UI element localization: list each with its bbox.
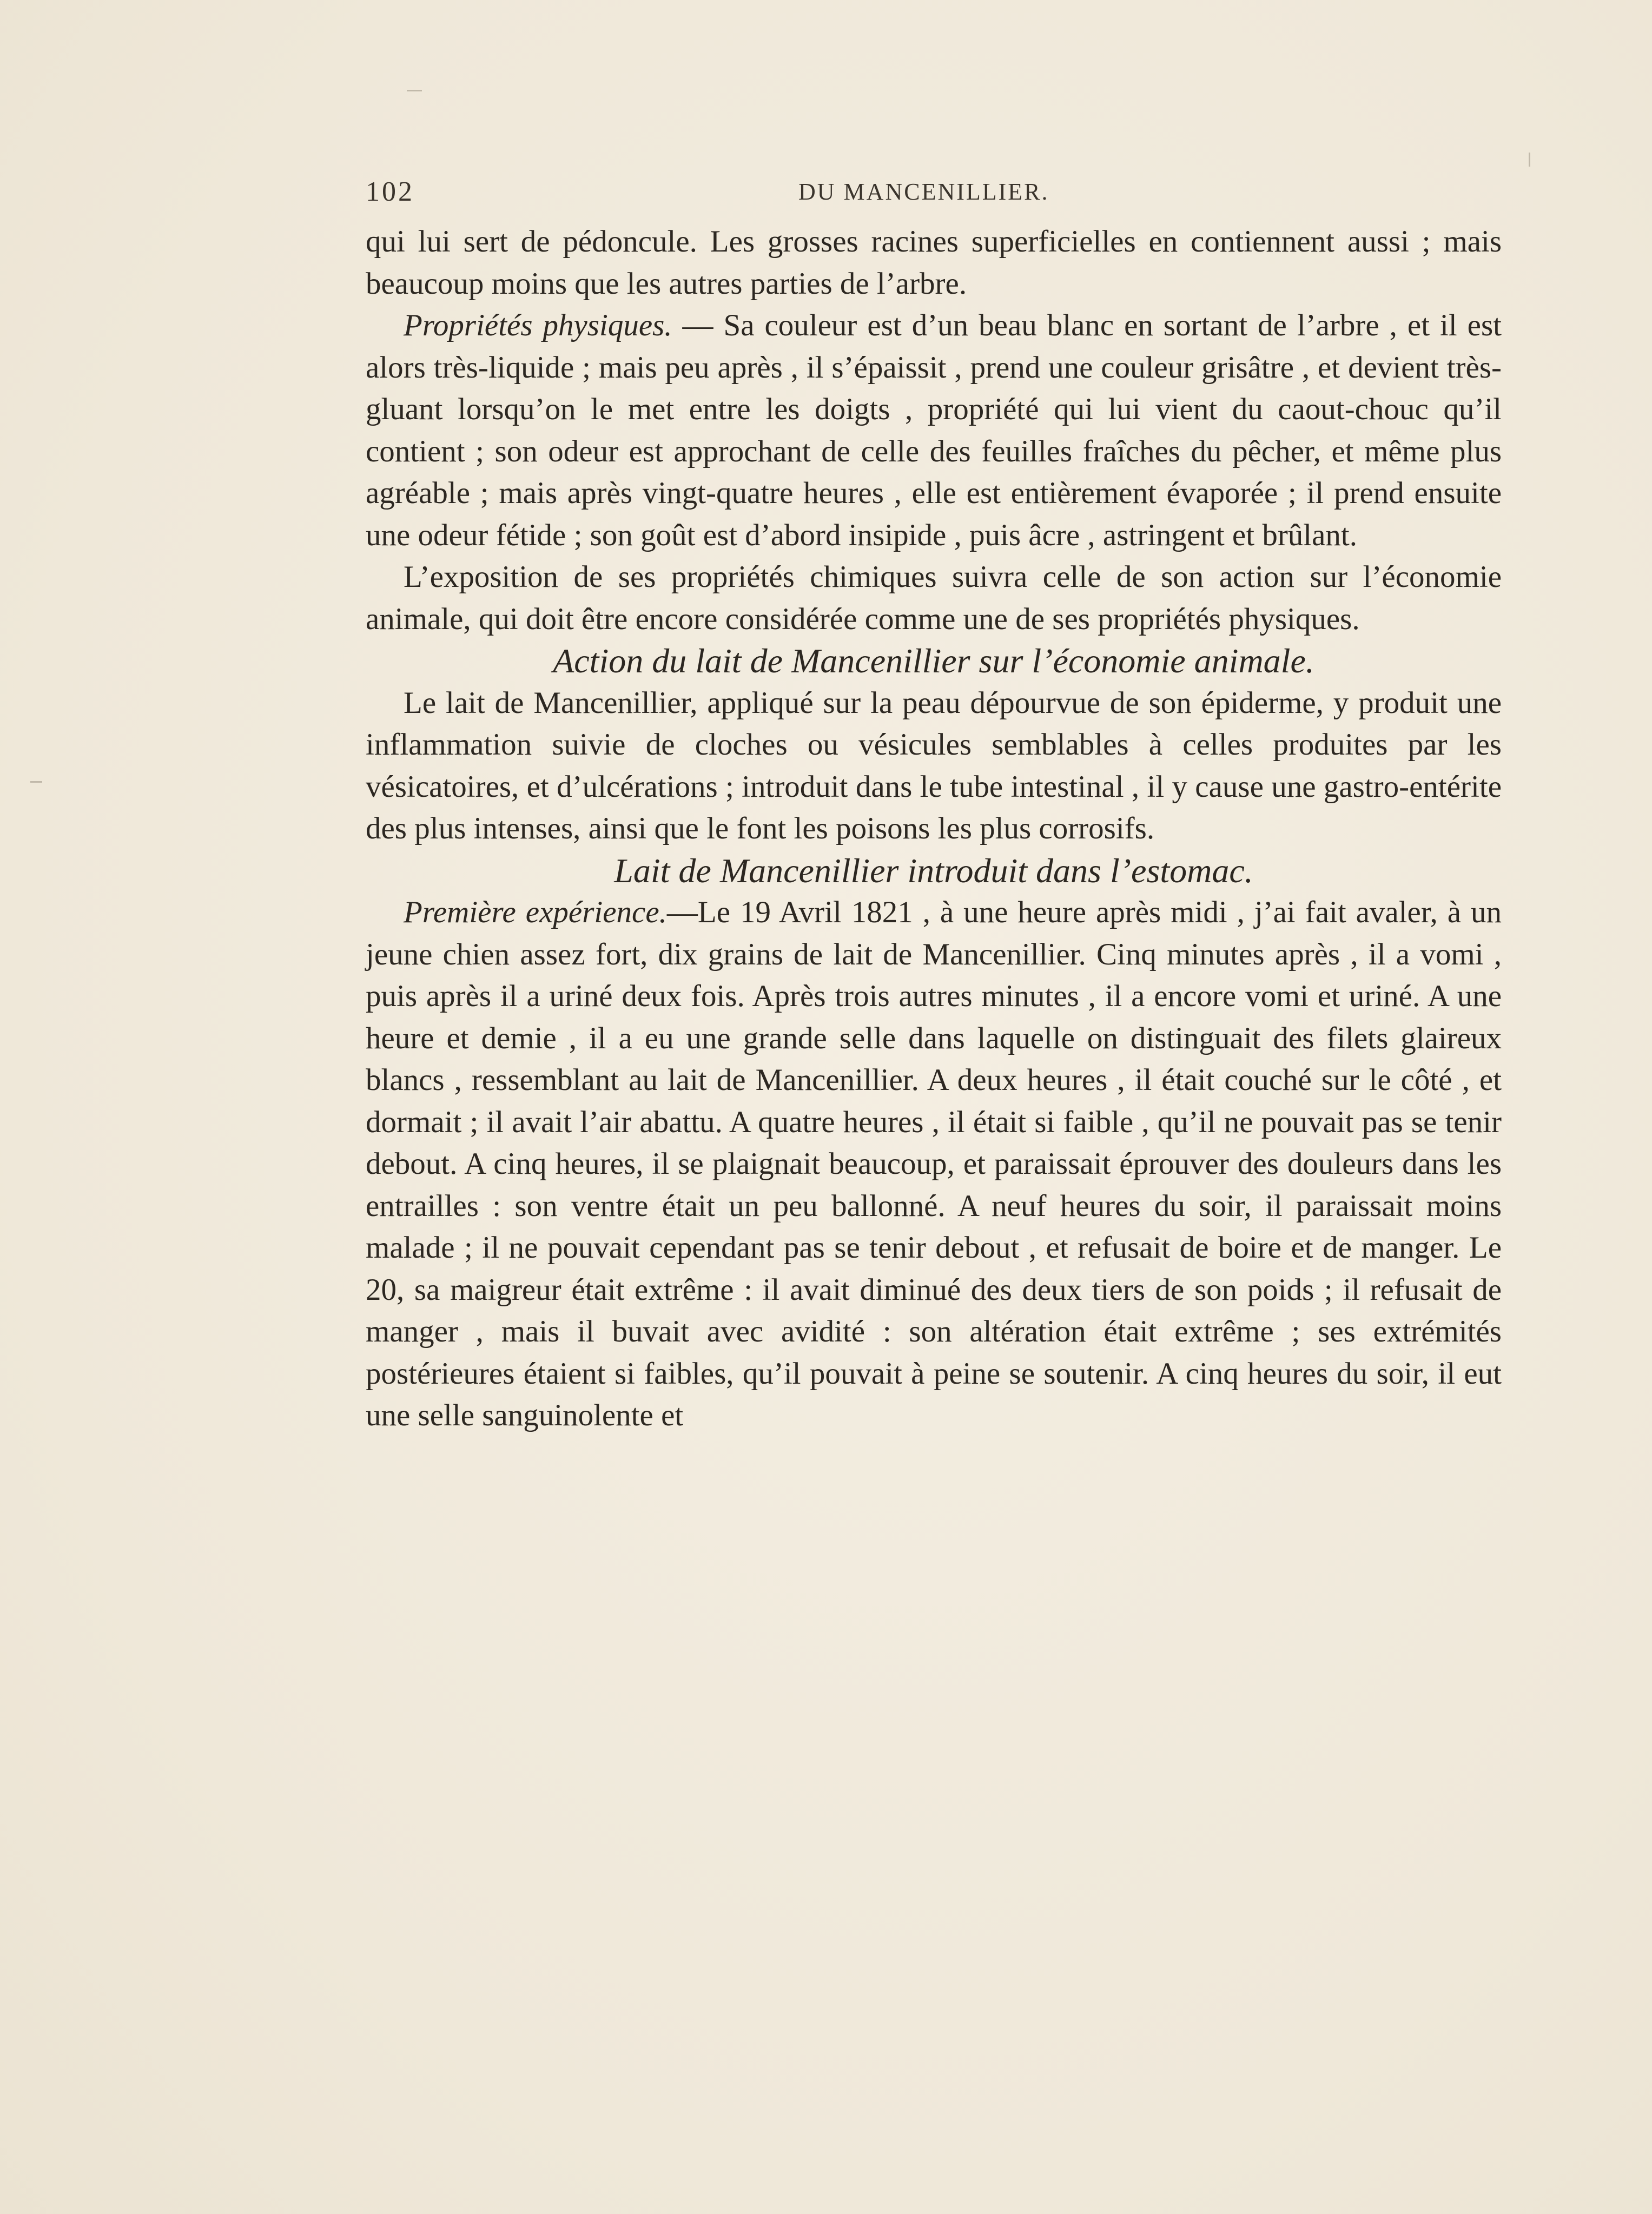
paragraph-chemical-properties <box>366 556 1502 640</box>
ink-speck <box>1529 153 1530 167</box>
paragraph-action-on-body <box>366 682 1502 850</box>
section-heading: Action du lait de Mancenillier sur l’économie animale. <box>553 642 1314 680</box>
running-head: DU MANCENILLIER. <box>798 179 1049 205</box>
section-lead: Première expérience. <box>404 895 667 929</box>
paragraph-text: Le lait de Mancenillier, appliqué sur la peau dépourvue de son épiderme, y produit une inflammation suivie de cloches ou vésicules semblables à celles produites par les vésicatoires, et d’ulcérations ; introduit dans le tube intestinal , il y cause une gastro-entérite des plus intenses, ainsi que le font les poisons les plus corrosifs. <box>366 685 1502 845</box>
paragraph-physical-properties <box>366 305 1502 556</box>
section-heading: Lait de Mancenillier introduit dans l’estomac. <box>614 851 1253 890</box>
ink-speck <box>407 90 422 91</box>
page-number: 102 <box>366 176 414 207</box>
page-header <box>366 176 1502 219</box>
ink-speck <box>30 781 42 783</box>
paragraph-continued <box>366 221 1502 305</box>
paragraph-text: —Le 19 Avril 1821 , à une heure après midi , j’ai fait avaler, à un jeune chien assez fort, dix grains de lait de Mancenillier. Cinq minutes après , il a vomi , puis après il a uriné deux fois. Après trois autres minutes , il a encore vomi et uriné. A une heure et demie , il a eu une grande selle dans laquelle on distinguait des filets glaireux blancs , ressemblant au lait de Mancenillier. A deux heures , il était couché sur le côté , et dormait ; il avait l’air abattu. A quatre heures , il était si faible , qu’il ne pouvait pas se tenir debout. A cinq heures, il se plaignait beaucoup, et paraissait éprouver des douleurs dans les entrailles : son ventre était un peu ballonné. A neuf heures du soir, il paraissait moins malade ; il ne pouvait cependant pas se tenir debout , et refusait de boire et de manger. Le 20, sa maigreur était extrême : il avait diminué des deux tiers de son poids ; il refusait de manger , mais il buvait avec avidité : son altération était extrême ; ses extrémités postérieures étaient si faibles, qu’il pouvait à peine se soutenir. A cinq heures du soir, il eut une selle sanguinolente et <box>366 895 1502 1432</box>
body-text <box>366 221 1502 1437</box>
paragraph-text: — Sa couleur est d’un beau blanc en sortant de l’arbre , et il est alors très-liquide ; mais peu après , il s’épaissit , prend une couleur grisâtre , et devient très-gluant lorsqu’on le met entre les doigts , propriété qui lui vient du caout-chouc qu’il contient ; son odeur est approchant de celle des feuilles fraîches du pêcher, et même plus agréable ; mais après vingt-quatre heures , elle est entièrement évaporée ; il prend ensuite une odeur fétide ; son goût est d’abord insipide , puis âcre , astringent et brûlant. <box>366 308 1502 552</box>
paragraph-first-experiment <box>366 891 1502 1437</box>
paragraph-text: L’exposition de ses propriétés chimiques suivra celle de son action sur l’économie animale, qui doit être encore considérée comme une de ses propriétés physiques. <box>366 560 1502 636</box>
section-lead: Propriétés physiques. <box>404 308 672 342</box>
paragraph-text: qui lui sert de pédoncule. Les grosses racines superficielles en contiennent aussi ; mais beaucoup moins que les autres parties de l’arbre. <box>366 224 1502 301</box>
